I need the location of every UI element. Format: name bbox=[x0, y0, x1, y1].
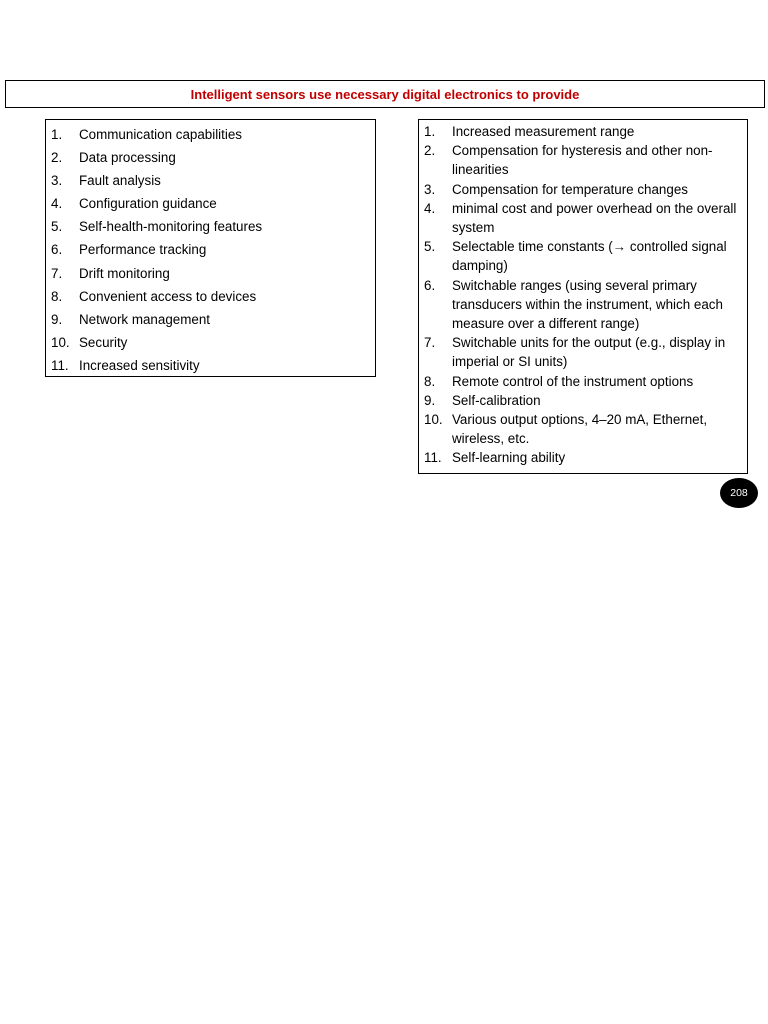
left-list-box bbox=[45, 119, 376, 377]
item-text: Compensation for temperature changes bbox=[452, 181, 688, 197]
item-number: 5. bbox=[424, 239, 436, 255]
list-item bbox=[46, 354, 375, 377]
item-text: Various output options, 4–20 mA, Ethernet, wireless, etc. bbox=[452, 412, 708, 447]
item-number: 11. bbox=[51, 357, 69, 373]
item-number: 10. bbox=[424, 412, 443, 428]
list-item bbox=[419, 199, 747, 237]
item-number: 4. bbox=[424, 200, 436, 216]
list-item bbox=[46, 215, 375, 238]
item-text: Drift monitoring bbox=[79, 265, 170, 281]
right-list bbox=[419, 122, 747, 468]
item-text: Security bbox=[79, 334, 128, 350]
list-item bbox=[419, 333, 747, 371]
item-number: 4. bbox=[51, 196, 63, 212]
item-text: Convenient access to devices bbox=[79, 288, 257, 304]
list-item bbox=[46, 146, 375, 169]
item-number: 8. bbox=[51, 288, 63, 304]
heading-box bbox=[5, 80, 765, 108]
item-text: Network management bbox=[79, 311, 210, 327]
item-number: 7. bbox=[424, 335, 436, 351]
list-item bbox=[46, 123, 375, 146]
item-number: 1. bbox=[51, 127, 63, 142]
item-text: Self-calibration bbox=[452, 392, 541, 408]
item-number: 10. bbox=[51, 334, 70, 350]
item-number: 9. bbox=[424, 392, 436, 408]
item-text: Switchable units for the output (e.g., display in imperial or SI units) bbox=[452, 335, 726, 370]
item-number: 3. bbox=[424, 181, 436, 197]
list-item bbox=[419, 122, 747, 141]
list-item bbox=[46, 308, 375, 331]
item-text: Communication capabilities bbox=[79, 127, 242, 142]
right-list-box bbox=[418, 119, 748, 474]
item-text: minimal cost and power overhead on the overall system bbox=[452, 200, 737, 236]
item-number: 7. bbox=[51, 265, 63, 281]
left-list bbox=[46, 123, 375, 377]
list-item bbox=[419, 391, 747, 410]
page-number-badge bbox=[720, 478, 758, 508]
list-item bbox=[46, 238, 375, 261]
item-number: 2. bbox=[51, 150, 63, 166]
list-item bbox=[419, 448, 747, 467]
item-number: 11. bbox=[424, 450, 442, 466]
item-text: Increased measurement range bbox=[452, 124, 635, 139]
list-item bbox=[419, 237, 747, 275]
item-text: Compensation for hysteresis and other non-linearities bbox=[452, 143, 713, 178]
list-item bbox=[419, 180, 747, 199]
item-number: 9. bbox=[51, 311, 63, 327]
item-number: 5. bbox=[51, 219, 63, 235]
item-text: Data processing bbox=[79, 150, 176, 166]
item-text: Increased sensitivity bbox=[79, 357, 200, 373]
list-item bbox=[419, 141, 747, 179]
item-text: Self-health-monitoring features bbox=[79, 219, 263, 235]
item-text: Switchable ranges (using several primary transducers within the instrument, which each measure over a different range) bbox=[452, 277, 723, 332]
list-item bbox=[46, 169, 375, 192]
list-item bbox=[419, 410, 747, 448]
item-text: Configuration guidance bbox=[79, 196, 217, 212]
list-item bbox=[419, 276, 747, 334]
list-item bbox=[46, 192, 375, 215]
item-text: Performance tracking bbox=[79, 242, 207, 258]
list-item bbox=[46, 285, 375, 308]
item-number: 1. bbox=[424, 124, 436, 139]
item-text: Self-learning ability bbox=[452, 450, 566, 466]
heading-text: Intelligent sensors use necessary digital electronics to provide bbox=[190, 86, 580, 102]
item-number: 2. bbox=[424, 143, 436, 159]
list-item bbox=[419, 372, 747, 391]
list-item bbox=[46, 331, 375, 354]
page-number: 208 bbox=[730, 487, 748, 499]
item-text: Selectable time constants (→ controlled signal damping) bbox=[452, 239, 727, 274]
item-number: 3. bbox=[51, 173, 63, 189]
list-item bbox=[46, 262, 375, 285]
item-number: 8. bbox=[424, 373, 436, 389]
item-text: Fault analysis bbox=[79, 173, 161, 189]
item-number: 6. bbox=[424, 277, 436, 293]
item-number: 6. bbox=[51, 242, 63, 258]
item-text: Remote control of the instrument options bbox=[452, 373, 694, 389]
